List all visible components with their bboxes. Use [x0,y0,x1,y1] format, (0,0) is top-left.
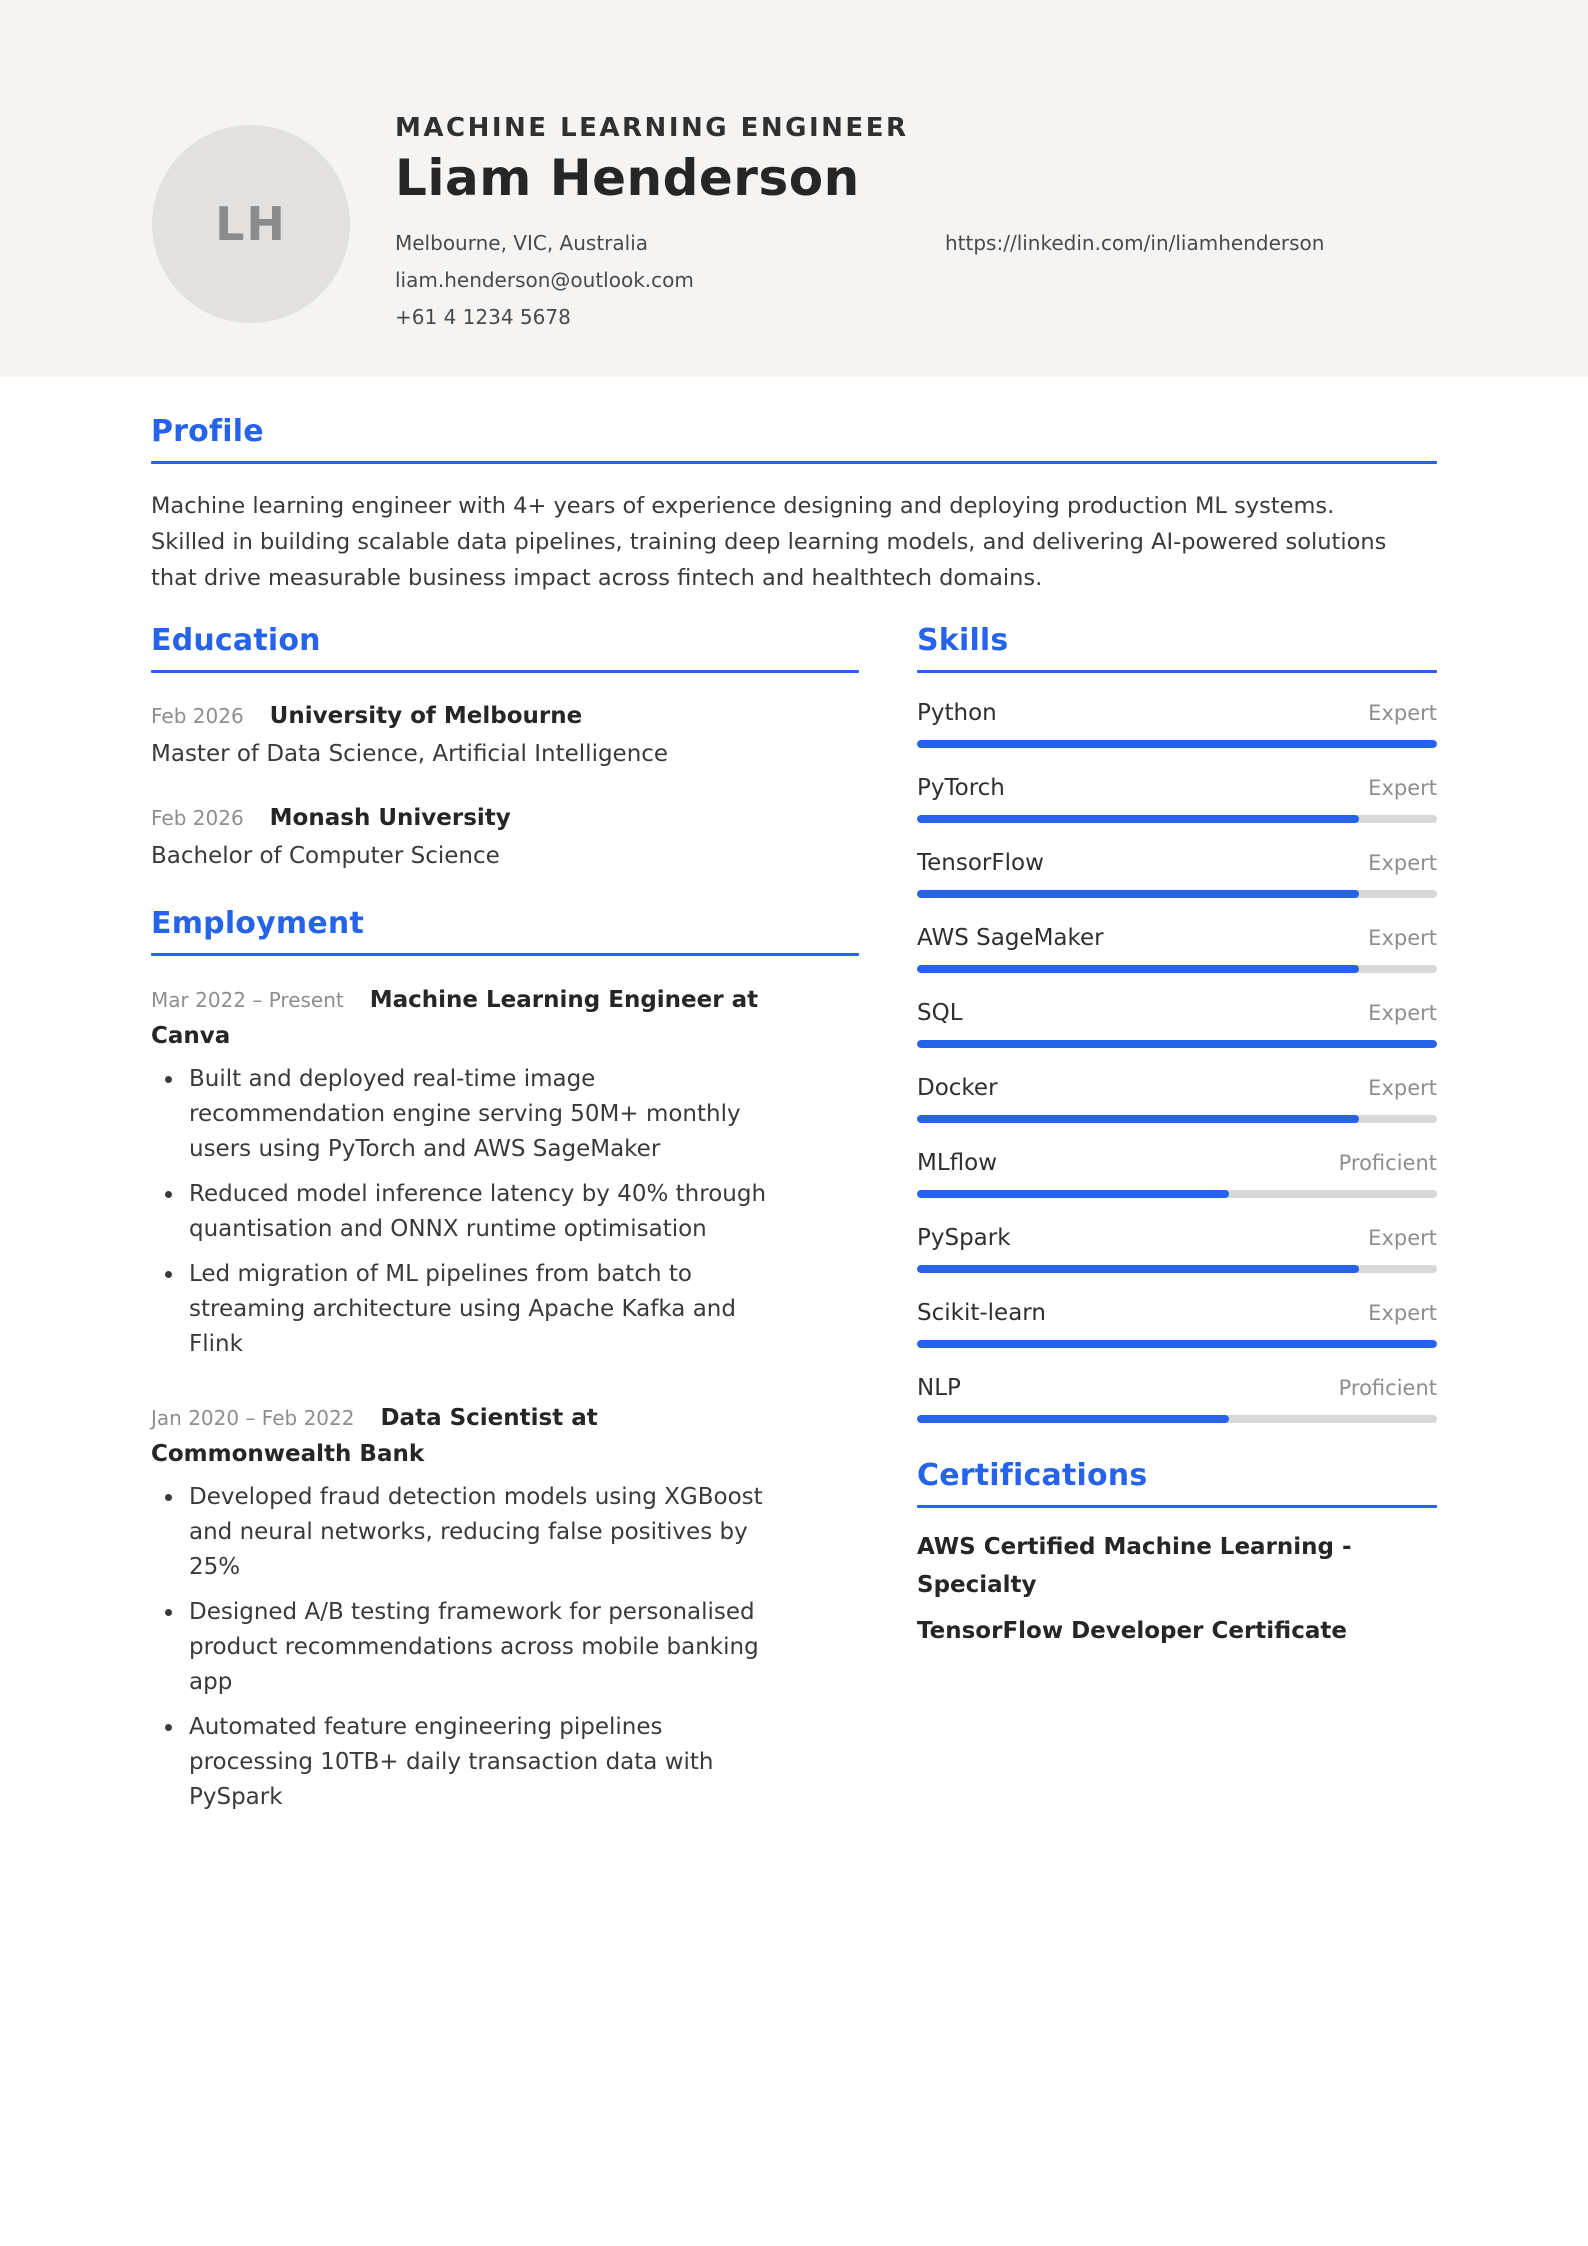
profile-section [151,415,1437,596]
education-school: University of Melbourne [269,703,583,729]
skill-bar-track [917,890,1437,898]
skill-bar-fill [917,1265,1359,1273]
contact-email: liam.henderson@outlook.com [395,268,694,292]
employment-item-head [151,982,791,1054]
skill-bar-fill [917,965,1359,973]
contact-location: Melbourne, VIC, Australia [395,231,649,255]
education-section [151,624,859,871]
skill-bar-fill [917,1415,1229,1423]
employment-date: Jan 2020 – Feb 2022 [151,1406,355,1430]
skill-name: SQL [917,1000,963,1026]
skills-list [917,699,1437,1423]
skill-row-top [917,924,1437,952]
education-degree: Bachelor of Computer Science [151,843,500,869]
skill-row [917,1374,1437,1423]
skill-bar-track [917,1190,1437,1198]
education-item-head [151,701,791,731]
skill-name: TensorFlow [917,850,1044,876]
two-column-area [151,624,1437,1825]
skill-bar-track [917,965,1437,973]
skills-section [917,624,1437,1423]
profile-text: Machine learning engineer with 4+ years of experience designing and deploying production ML systems. Skilled in building scalable data pipelines, training deep learning models, and delivering AI-powered solutions that drive measurable business impact across fintech and healthtech domains. [151,493,1387,591]
skill-level: Expert [1368,1076,1437,1100]
employment-date: Mar 2022 – Present [151,988,344,1012]
education-degree: Master of Data Science, Artificial Intelligence [151,741,669,767]
skill-row-top [917,1374,1437,1402]
skills-heading: Skills [917,623,1009,658]
education-item-head [151,803,791,833]
section-rule [151,953,859,956]
skill-bar-fill [917,740,1437,748]
header-main [395,113,1438,344]
skill-bar-track [917,1415,1437,1423]
skill-row [917,1224,1437,1273]
skill-name: Docker [917,1075,998,1101]
education-date: Feb 2026 [151,806,244,830]
skill-row-top [917,1149,1437,1177]
skill-bar-fill [917,1190,1229,1198]
skill-bar-fill [917,1340,1437,1348]
employment-section [151,907,859,1815]
resume-body [0,415,1588,1825]
employment-bullet: Designed A/B testing framework for personalised product recommendations across mobile banking app [151,1595,791,1700]
avatar-initials: LH [215,197,287,251]
employment-item [151,982,859,1362]
employment-bullet: Automated feature engineering pipelines processing 10TB+ daily transaction data with PySpark [151,1710,791,1815]
skill-row [917,849,1437,898]
skill-bar-fill [917,1115,1359,1123]
person-name: Liam Henderson [395,149,860,207]
skill-bar-track [917,1115,1437,1123]
certification-item: TensorFlow Developer Certificate [917,1618,1347,1644]
skill-row [917,924,1437,973]
education-item [151,803,859,871]
skill-level: Expert [1368,1001,1437,1025]
skill-row [917,1074,1437,1123]
education-heading: Education [151,623,321,658]
skill-bar-fill [917,1040,1437,1048]
role-title: MACHINE LEARNING ENGINEER [395,113,909,143]
skill-bar-track [917,740,1437,748]
skill-row [917,699,1437,748]
employment-bullet: Built and deployed real-time image recommendation engine serving 50M+ monthly users using PyTorch and AWS SageMaker [151,1062,791,1167]
skill-level: Expert [1368,776,1437,800]
skill-row-top [917,1224,1437,1252]
skill-row-top [917,999,1437,1027]
employment-bullet-list [151,1062,859,1362]
contact-phone: +61 4 1234 5678 [395,305,571,329]
skill-row-top [917,849,1437,877]
employment-title: Data Scientist at Commonwealth Bank [151,1405,598,1467]
employment-heading: Employment [151,906,364,941]
skill-row [917,774,1437,823]
skill-row-top [917,1299,1437,1327]
skill-row [917,1299,1437,1348]
skill-bar-track [917,1265,1437,1273]
skill-name: Scikit-learn [917,1300,1046,1326]
skill-name: Python [917,700,997,726]
skill-row [917,1149,1437,1198]
right-column [917,624,1437,1825]
employment-item [151,1400,859,1815]
education-date: Feb 2026 [151,704,244,728]
left-column [151,624,859,1825]
employment-item-head [151,1400,791,1472]
profile-heading: Profile [151,414,264,449]
avatar [152,125,350,323]
skill-name: AWS SageMaker [917,925,1104,951]
skill-row [917,999,1437,1048]
employment-title: Machine Learning Engineer at Canva [151,987,759,1049]
resume-header [0,0,1588,377]
skill-level: Expert [1368,1301,1437,1325]
job-list [151,982,859,1815]
section-rule [917,1505,1437,1508]
skill-level: Expert [1368,1226,1437,1250]
skill-name: NLP [917,1375,961,1401]
education-item [151,701,859,769]
skill-bar-fill [917,890,1359,898]
employment-bullet-list [151,1480,859,1815]
skill-name: PySpark [917,1225,1011,1251]
skill-row-top [917,1074,1437,1102]
skill-level: Expert [1368,701,1437,725]
section-rule [917,670,1437,673]
section-rule [151,461,1437,464]
education-list [151,701,859,871]
contact-linkedin-url: https://linkedin.com/in/liamhenderson [945,231,1325,255]
skill-row-top [917,774,1437,802]
skill-level: Proficient [1338,1151,1437,1175]
contact-block [395,233,1438,344]
skill-level: Expert [1368,851,1437,875]
skill-bar-track [917,1040,1437,1048]
skill-bar-track [917,815,1437,823]
skill-level: Proficient [1338,1376,1437,1400]
skill-name: PyTorch [917,775,1005,801]
skill-level: Expert [1368,926,1437,950]
skill-bar-fill [917,815,1359,823]
certifications-section [917,1459,1437,1650]
employment-bullet: Reduced model inference latency by 40% through quantisation and ONNX runtime optimisation [151,1177,791,1247]
education-school: Monash University [269,805,511,831]
employment-bullet: Developed fraud detection models using XGBoost and neural networks, reducing false positives by 25% [151,1480,791,1585]
certifications-heading: Certifications [917,1458,1148,1493]
section-rule [151,670,859,673]
skill-row-top [917,699,1437,727]
skill-bar-track [917,1340,1437,1348]
skill-name: MLflow [917,1150,998,1176]
employment-bullet: Led migration of ML pipelines from batch to streaming architecture using Apache Kafka and Flink [151,1257,791,1362]
certification-item: AWS Certified Machine Learning - Specialty [917,1534,1352,1598]
certification-list [917,1528,1437,1650]
